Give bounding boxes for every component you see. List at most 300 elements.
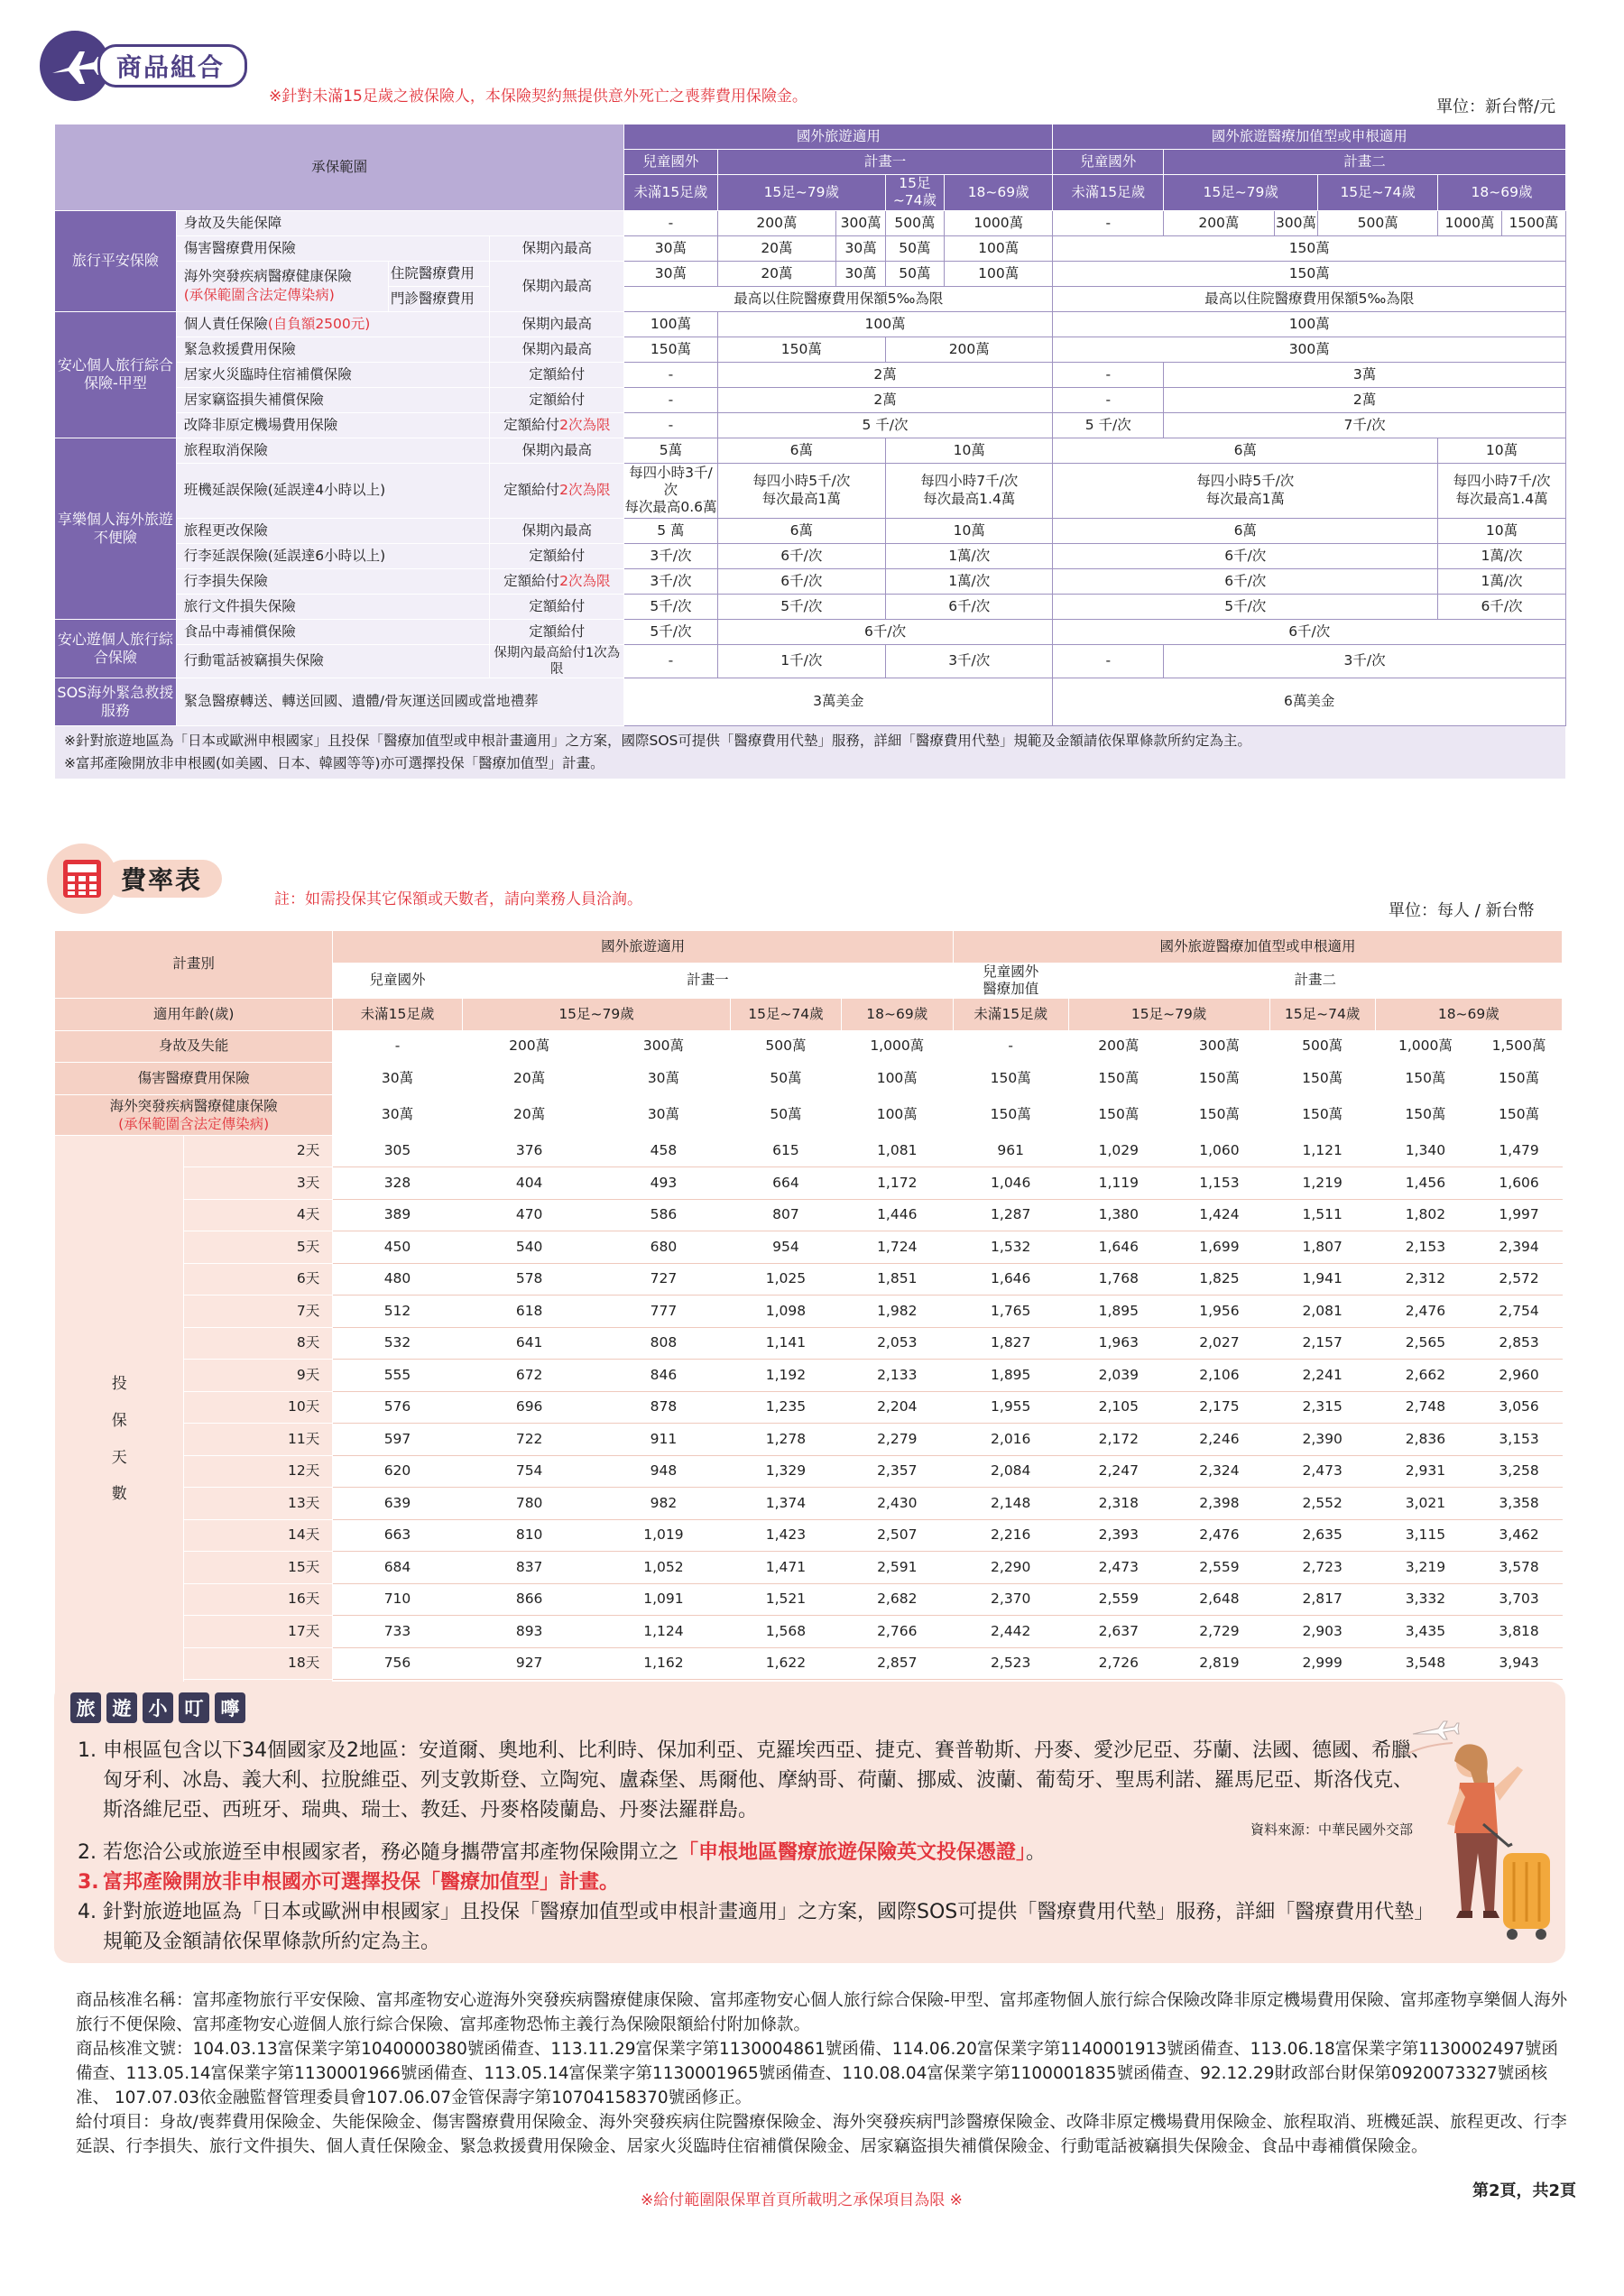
condition-limit: 2次為限 (559, 482, 611, 499)
scope-note: ※給付範圍限保單首頁所載明之承保項目為限 ※ (641, 2191, 963, 2209)
table-row (55, 1552, 1563, 1584)
rate-cell: 1,162 (596, 1647, 731, 1680)
rate-cell: 733 (333, 1616, 462, 1648)
coverage-item: 食品中毒補償保險 (176, 619, 490, 644)
value-cell: 500萬 (886, 210, 945, 235)
day-cell: 10天 (184, 1391, 333, 1424)
day-cell: 16天 (184, 1583, 333, 1616)
tips-title-char: 旅 (70, 1692, 101, 1723)
rate-cell: 1,456 (1375, 1167, 1476, 1200)
rate-cell: 1,278 (731, 1424, 841, 1456)
value-cell: 3萬 (1164, 362, 1566, 387)
row-label: 傷害醫療費用保險 (55, 1063, 333, 1095)
coverage-table (54, 124, 1566, 779)
value-cell: 150萬 (1169, 1094, 1270, 1135)
value-cell: 5 萬 (624, 518, 717, 543)
day-cell: 15天 (184, 1552, 333, 1584)
rate-cell: 2,635 (1269, 1519, 1375, 1552)
rate-cell: 1,374 (731, 1488, 841, 1520)
tips-list (78, 1736, 1431, 1957)
day-cell: 4天 (184, 1199, 333, 1231)
value-cell: 1,500萬 (1476, 1030, 1563, 1063)
rate-cell: 2,246 (1169, 1424, 1270, 1456)
condition-cell: 保期內最高 (490, 311, 624, 337)
value-cell: 100萬 (1053, 311, 1566, 337)
value-cell: 5千/次 (624, 594, 717, 619)
value-cell: 20萬 (717, 261, 836, 286)
value-cell: 1000萬 (944, 210, 1053, 235)
value-cell: 200萬 (1068, 1030, 1169, 1063)
rate-cell: 3,219 (1375, 1552, 1476, 1584)
value-cell: - (1053, 387, 1164, 412)
rate-cell: 810 (462, 1519, 596, 1552)
value-cell: 150萬 (1053, 235, 1566, 261)
age-cell: 15足~74歲 (731, 999, 841, 1031)
value-cell: 150萬 (1053, 261, 1566, 286)
rate-cell: 618 (462, 1296, 596, 1328)
rate-cell: 927 (462, 1647, 596, 1680)
rate-cell: 641 (462, 1327, 596, 1360)
rate-cell: 376 (462, 1135, 596, 1167)
tips-title (70, 1692, 245, 1723)
rate-cell: 1,025 (731, 1263, 841, 1296)
day-cell: 5天 (184, 1231, 333, 1264)
coverage-item: 改降非原定機場費用保險 (176, 412, 490, 438)
value-cell: 2萬 (1164, 387, 1566, 412)
value-cell (624, 463, 717, 518)
tip-item (78, 1897, 1431, 1957)
rate-cell: 866 (462, 1583, 596, 1616)
category-label: 安心遊個人旅行綜合保險 (55, 619, 177, 678)
rate-cell: 2,039 (1068, 1360, 1169, 1392)
header-plan2: 計畫二 (1164, 150, 1566, 175)
value-cell: 150萬 (953, 1063, 1068, 1095)
condition-cell: 保期內最高 (490, 518, 624, 543)
rate-cell: 2,216 (953, 1519, 1068, 1552)
value-cell (1438, 463, 1566, 518)
row-label-text: 海外突發疾病醫療健康保險 (109, 1097, 278, 1114)
rate-cell: 1,963 (1068, 1327, 1169, 1360)
value-cell: 200萬 (886, 337, 1053, 362)
rate-cell: 2,172 (1068, 1424, 1169, 1456)
header-line: 醫療加值 (983, 980, 1039, 997)
value-cell: 10萬 (886, 438, 1053, 463)
rate-cell: 1,622 (731, 1647, 841, 1680)
value-cell: 150萬 (1476, 1063, 1563, 1095)
rate-cell: 3,332 (1375, 1583, 1476, 1616)
value-cell: - (624, 412, 717, 438)
rate-cell: 1,192 (731, 1360, 841, 1392)
coverage-item: 行動電話被竊損失保險 (176, 644, 490, 678)
value-cell: 1萬/次 (1438, 543, 1566, 568)
value-cell: 6千/次 (1053, 568, 1438, 594)
value-line: 每次最高1.4萬 (1455, 490, 1548, 507)
rate-cell: 2,357 (841, 1455, 953, 1488)
value-cell: 300萬 (1169, 1030, 1270, 1063)
table-row (55, 1519, 1563, 1552)
table-row (55, 1231, 1563, 1264)
coverage-item: 旅程更改保險 (176, 518, 490, 543)
value-cell: 150萬 (1068, 1063, 1169, 1095)
condition-limit: 2次為限 (559, 416, 611, 433)
rate-cell: 2,903 (1269, 1616, 1375, 1648)
rate-cell: 2,931 (1375, 1455, 1476, 1488)
condition-cell: 保期內最高 (490, 261, 624, 311)
rate-cell: 3,358 (1476, 1488, 1563, 1520)
value-cell: 150萬 (1269, 1094, 1375, 1135)
rate-cell: 2,559 (1068, 1583, 1169, 1616)
value-cell: 150萬 (1068, 1094, 1169, 1135)
tips-title-char: 叮 (179, 1692, 209, 1723)
section-title: 費率表 (105, 860, 222, 898)
value-cell: - (1053, 644, 1164, 678)
value-cell: 30萬 (624, 235, 717, 261)
rate-cell: 2,817 (1269, 1583, 1375, 1616)
rate-cell: 1,141 (731, 1327, 841, 1360)
header-child: 兒童國外 (1053, 150, 1164, 175)
value-cell: 150萬 (624, 337, 717, 362)
day-cell: 18天 (184, 1647, 333, 1680)
rate-cell: 2,637 (1068, 1616, 1169, 1648)
rate-cell: 2,204 (841, 1391, 953, 1424)
rate-cell: 2,153 (1375, 1231, 1476, 1264)
coverage-item-label: 海外突發疾病醫療健康保險 (183, 267, 352, 284)
value-cell: 6千/次 (886, 594, 1053, 619)
value-cell: 30萬 (596, 1094, 731, 1135)
value-cell: 200萬 (462, 1030, 596, 1063)
header-plan: 計畫別 (55, 931, 333, 999)
value-cell: 7千/次 (1164, 412, 1566, 438)
value-cell: 100萬 (944, 235, 1053, 261)
coverage-item: 行李延誤保險(延誤達6小時以上) (176, 543, 490, 568)
value-cell: 30萬 (836, 261, 886, 286)
rate-cell: 2,398 (1169, 1488, 1270, 1520)
header-age: 18~69歲 (1438, 175, 1566, 211)
value-cell: 5千/次 (1053, 594, 1438, 619)
value-cell: 30萬 (624, 261, 717, 286)
age-cell: 未滿15足歲 (953, 999, 1068, 1031)
condition-cell: 定額給付 (490, 594, 624, 619)
value-cell: 5萬 (624, 438, 717, 463)
day-cell: 11天 (184, 1424, 333, 1456)
value-cell: - (953, 1030, 1068, 1063)
rate-cell: 389 (333, 1199, 462, 1231)
condition-text: 定額給付 (503, 482, 560, 499)
rate-cell: 328 (333, 1167, 462, 1200)
rate-cell: 2,853 (1476, 1327, 1563, 1360)
rate-cell: 2,748 (1375, 1391, 1476, 1424)
header-plan2: 計畫二 (1068, 963, 1563, 999)
value-cell: - (1053, 210, 1164, 235)
rate-cell: 493 (596, 1167, 731, 1200)
day-cell: 2天 (184, 1135, 333, 1167)
value-cell: 1500萬 (1501, 210, 1565, 235)
rate-cell: 470 (462, 1199, 596, 1231)
value-cell: 6千/次 (1053, 543, 1438, 568)
rate-cell: 576 (333, 1391, 462, 1424)
value-cell: 150萬 (1375, 1094, 1476, 1135)
value-cell: 1000萬 (1438, 210, 1502, 235)
tip-text: 針對旅遊地區為「日本或歐洲申根國家」且投保「醫療加值型或申根計畫適用」之方案，國際SOS可提供「醫療費用代墊」服務，詳細「醫療費用代墊」規範及金額請依保單條款所約定為主。 (103, 1901, 1425, 1953)
rate-cell: 1,724 (841, 1231, 953, 1264)
table-row (55, 1647, 1563, 1680)
condition-cell: 保期內最高給付1次為限 (490, 644, 624, 678)
rate-cell: 3,818 (1476, 1616, 1563, 1648)
condition-text: 定額給付 (503, 416, 560, 433)
rate-cell: 878 (596, 1391, 731, 1424)
rate-cell: 586 (596, 1199, 731, 1231)
table-row (55, 1296, 1563, 1328)
rate-cell: 305 (333, 1135, 462, 1167)
value-cell: 5 千/次 (717, 412, 1053, 438)
value-cell: - (624, 387, 717, 412)
value-cell: 3千/次 (624, 543, 717, 568)
approval-documents: 商品核准文號：104.03.13富保業字第1040000380號函備查、113.11.29富保業字第1130004861號函備、114.06.20富保業字第1140001913號函備查、113.06.18富保業字第1130002497號函備查、113.05.14富保業字第1130001966號函備查、113.05.14富保業字第1130001965號函備查、110.08.04富保業字第1100001835號函備查、92.12.29財政部台財保第0920073327號函核准、 107.07.03依金融監督管理委員會107.06.07金管保壽字第10704158370號函修正。 (76, 2040, 1558, 2107)
value-cell: - (1053, 362, 1164, 387)
coverage-item: 班機延誤保險(延誤達4小時以上) (176, 463, 490, 518)
coverage-item: 居家火災臨時住宿補償保險 (176, 362, 490, 387)
rate-cell: 404 (462, 1167, 596, 1200)
rate-cell: 2,565 (1375, 1327, 1476, 1360)
rate-cell: 911 (596, 1424, 731, 1456)
rate-cell: 1,997 (1476, 1199, 1563, 1231)
rate-cell: 2,999 (1269, 1647, 1375, 1680)
value-cell: 30萬 (596, 1063, 731, 1095)
coverage-item: 居家竊盜損失補償保險 (176, 387, 490, 412)
day-cell: 6天 (184, 1263, 333, 1296)
day-cell: 3天 (184, 1167, 333, 1200)
rate-cell: 2,591 (841, 1552, 953, 1584)
coverage-item-note: (承保範圍含法定傳染病) (183, 287, 335, 304)
value-cell: 500萬 (1269, 1030, 1375, 1063)
value-cell: 1,000萬 (1375, 1030, 1476, 1063)
coverage-item: 緊急救援費用保險 (176, 337, 490, 362)
tip-number: 2. (78, 1841, 97, 1864)
rate-cell: 846 (596, 1360, 731, 1392)
day-cell: 14天 (184, 1519, 333, 1552)
rate-cell: 663 (333, 1519, 462, 1552)
rate-cell: 2,559 (1169, 1552, 1270, 1584)
value-cell: - (333, 1030, 462, 1063)
rate-cell: 2,394 (1476, 1231, 1563, 1264)
rate-cell: 664 (731, 1167, 841, 1200)
tips-title-char: 遊 (106, 1692, 137, 1723)
traveler-illustration (1407, 1718, 1561, 1952)
age-cell: 15足~74歲 (1269, 999, 1375, 1031)
value-cell: 200萬 (1164, 210, 1275, 235)
rate-cell: 3,115 (1375, 1519, 1476, 1552)
coverage-footnote (55, 726, 1566, 779)
table-row (55, 1455, 1563, 1488)
section-note: 註：如需投保其它保額或天數者，請向業務人員洽詢。 (274, 890, 642, 908)
value-cell: 10萬 (1438, 518, 1566, 543)
rate-cell: 480 (333, 1263, 462, 1296)
condition-limit: 2次為限 (559, 572, 611, 589)
value-line: 每四小時7千/次 (1453, 473, 1551, 490)
rate-cell: 2,279 (841, 1424, 953, 1456)
rate-cell: 2,662 (1375, 1360, 1476, 1392)
rate-cell: 1,046 (953, 1167, 1068, 1200)
rate-cell: 2,476 (1169, 1519, 1270, 1552)
section-header-rates (47, 844, 222, 914)
rate-cell: 2,315 (1269, 1391, 1375, 1424)
day-cell: 13天 (184, 1488, 333, 1520)
row-label (55, 1094, 333, 1135)
table-row (55, 1360, 1563, 1392)
rate-cell: 2,442 (953, 1616, 1068, 1648)
age-cell: 18~69歲 (1375, 999, 1562, 1031)
value-cell: 3千/次 (1164, 644, 1566, 678)
tip-number: 1. (78, 1739, 97, 1762)
value-cell: - (624, 210, 717, 235)
value-cell: 6萬 (717, 438, 885, 463)
table-row (55, 1616, 1563, 1648)
header-child: 兒童國外 (624, 150, 717, 175)
coverage-sub-item: 住院醫療費用 (388, 261, 489, 286)
value-cell: 1千/次 (717, 644, 885, 678)
value-cell: 6千/次 (1053, 619, 1566, 644)
category-label: 享樂個人海外旅遊不便險 (55, 438, 177, 619)
tip-item (78, 1736, 1431, 1825)
row-label: 適用年齡(歲) (55, 999, 333, 1031)
rate-cell: 2,726 (1068, 1647, 1169, 1680)
rate-cell: 893 (462, 1616, 596, 1648)
rate-cell: 2,053 (841, 1327, 953, 1360)
value-line: 每次最高1萬 (1205, 490, 1285, 507)
row-label: 身故及失能 (55, 1030, 333, 1063)
rate-cell: 1,511 (1269, 1199, 1375, 1231)
rate-cell: 532 (333, 1327, 462, 1360)
rate-cell: 1,287 (953, 1199, 1068, 1231)
rate-cell: 1,153 (1169, 1167, 1270, 1200)
tip-text: 富邦產險開放非申根國亦可選擇投保「醫療加值型」計畫。 (103, 1871, 620, 1894)
header-age: 15足~74歲 (886, 175, 945, 211)
rate-cell: 1,768 (1068, 1263, 1169, 1296)
rate-cell: 1,329 (731, 1455, 841, 1488)
rate-cell: 540 (462, 1231, 596, 1264)
value-cell: 6萬 (717, 518, 885, 543)
rate-cell: 780 (462, 1488, 596, 1520)
rate-cell: 2,105 (1068, 1391, 1169, 1424)
table-row (55, 1424, 1563, 1456)
value-cell: 5千/次 (624, 619, 717, 644)
rate-cell: 1,098 (731, 1296, 841, 1328)
value-cell: 300萬 (596, 1030, 731, 1063)
rate-cell: 597 (333, 1424, 462, 1456)
rate-cell: 710 (333, 1583, 462, 1616)
coverage-item: 身故及失能保障 (176, 210, 623, 235)
tip-text: 。 (1026, 1841, 1047, 1864)
value-cell: 6萬 (1053, 518, 1438, 543)
rate-cell: 1,825 (1169, 1263, 1270, 1296)
rate-cell: 754 (462, 1455, 596, 1488)
value-cell: 5 千/次 (1053, 412, 1164, 438)
day-cell: 8天 (184, 1327, 333, 1360)
rate-cell: 1,532 (953, 1231, 1068, 1264)
rate-cell: 2,648 (1169, 1583, 1270, 1616)
coverage-sub-item: 門診醫療費用 (388, 286, 489, 311)
category-label: 安心個人旅行綜合保險-甲型 (55, 311, 177, 438)
day-cell: 7天 (184, 1296, 333, 1328)
benefit-items: 給付項目：身故/喪葬費用保險金、失能保險金、傷害醫療費用保險金、海外突發疾病住院醫療保險金、海外突發疾病門診醫療保險金、改降非原定機場費用保險金、旅程取消、班機延誤、旅程更改、行李延誤、行李損失、旅行文件損失、個人責任保險金、緊急救援費用保險金、居家火災臨時住宿補償保險金、居家竊盜損失補償保險金、行動電話被竊損失保險金、食品中毒補償保險金。 (76, 2113, 1567, 2156)
rate-cell: 1,019 (596, 1519, 731, 1552)
value-line: 每次最高1萬 (761, 490, 841, 507)
rate-cell: 3,943 (1476, 1647, 1563, 1680)
value-cell: 300萬 (836, 210, 886, 235)
rate-cell: 615 (731, 1135, 841, 1167)
rate-cell: 777 (596, 1296, 731, 1328)
value-line: 每次最高0.6萬 (624, 499, 717, 516)
header-age: 15足~79歲 (1164, 175, 1318, 211)
tip-text: 申根區包含以下34個國家及2地區：安道爾、奧地利、比利時、保加利亞、克羅埃西亞、捷克、賽普勒斯、丹麥、愛沙尼亞、芬蘭、法國、德國、希臘、匈牙利、冰島、義大利、拉脫維亞、列支敦斯登、立陶宛、盧森堡、馬爾他、摩納哥、荷蘭、挪威、波蘭、葡萄牙、聖馬利諾、羅馬尼亞、斯洛伐克、斯洛維尼亞、西班牙、瑞典、瑞士、教廷、丹麥格陵蘭島、丹麥法羅群島。 (103, 1739, 1431, 1821)
rate-cell: 3,703 (1476, 1583, 1563, 1616)
header-plan-standard: 國外旅遊適用 (624, 124, 1053, 150)
rate-cell: 1,606 (1476, 1167, 1563, 1200)
value-cell: 150萬 (953, 1094, 1068, 1135)
value-cell: 6千/次 (1438, 594, 1566, 619)
coverage-item-note: (自負額2500元) (267, 315, 371, 332)
age-cell: 未滿15足歲 (333, 999, 462, 1031)
value-cell: 500萬 (1318, 210, 1438, 235)
coverage-item: 旅行文件損失保險 (176, 594, 490, 619)
coverage-item: 旅程取消保險 (176, 438, 490, 463)
section-title: 商品組合 (97, 44, 247, 88)
rate-cell: 578 (462, 1263, 596, 1296)
condition-cell: 保期內最高 (490, 235, 624, 261)
rate-cell: 512 (333, 1296, 462, 1328)
tip-number: 4. (78, 1901, 97, 1923)
condition-cell (490, 568, 624, 594)
rate-cell: 2,390 (1269, 1424, 1375, 1456)
rate-cell: 1,851 (841, 1263, 953, 1296)
value-cell: 3千/次 (886, 644, 1053, 678)
table-row (55, 1583, 1563, 1616)
rate-cell: 2,552 (1269, 1488, 1375, 1520)
header-plan1: 計畫一 (717, 150, 1053, 175)
value-cell: 50萬 (886, 235, 945, 261)
rate-cell: 1,521 (731, 1583, 841, 1616)
rate-cell: 2,106 (1169, 1360, 1270, 1392)
rate-cell: 722 (462, 1424, 596, 1456)
rate-cell: 2,523 (953, 1647, 1068, 1680)
rate-table (54, 930, 1563, 1744)
value-cell: 100萬 (841, 1094, 953, 1135)
rate-cell: 1,956 (1169, 1296, 1270, 1328)
category-label: 旅行平安保險 (55, 210, 177, 311)
value-cell (1053, 463, 1438, 518)
coverage-item: 傷害醫療費用保險 (176, 235, 490, 261)
header-line: 兒童國外 (983, 963, 1039, 980)
header-age: 未滿15足歲 (624, 175, 717, 211)
unit-label: 單位：新台幣/元 (1436, 97, 1556, 116)
value-cell: 20萬 (717, 235, 836, 261)
rate-cell: 2,473 (1068, 1552, 1169, 1584)
value-cell: 6萬美金 (1053, 678, 1566, 726)
rate-cell: 756 (333, 1647, 462, 1680)
rate-cell: 2,819 (1169, 1647, 1270, 1680)
rate-cell: 3,056 (1476, 1391, 1563, 1424)
rate-cell: 672 (462, 1360, 596, 1392)
approved-product-names: 商品核准名稱：富邦產物旅行平安保險、富邦產物安心遊海外突發疾病醫療健康保險、富邦產物安心個人旅行綜合保險-甲型、富邦產物個人旅行綜合保險改降非原定機場費用保險、富邦產物享樂個人海外旅行不便保險、富邦產物安心遊個人旅行綜合保險、富邦產物恐怖主義行為保險限額給付附加條款。 (76, 1991, 1568, 2034)
table-row (55, 1391, 1563, 1424)
rate-cell: 1,807 (1269, 1231, 1375, 1264)
value-cell: 2萬 (717, 387, 1053, 412)
rate-cell: 1,029 (1068, 1135, 1169, 1167)
rate-cell: 1,982 (841, 1296, 953, 1328)
rate-cell: 3,578 (1476, 1552, 1563, 1584)
rate-cell: 2,572 (1476, 1263, 1563, 1296)
rate-cell: 1,802 (1375, 1199, 1476, 1231)
